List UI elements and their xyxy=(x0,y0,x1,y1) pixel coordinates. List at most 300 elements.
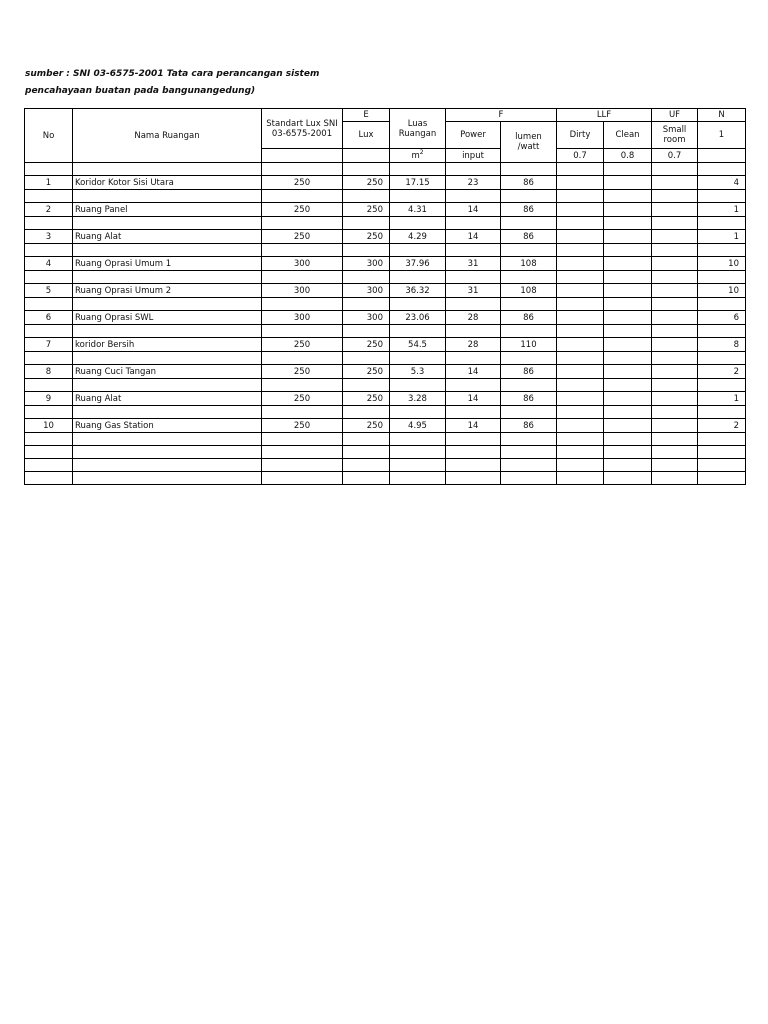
empty-cell xyxy=(604,406,652,419)
cell-luas: 4.31 xyxy=(390,203,446,217)
empty-cell xyxy=(652,459,698,472)
empty-cell xyxy=(446,472,501,485)
empty-cell xyxy=(25,217,73,230)
empty-row xyxy=(25,446,746,459)
empty-cell xyxy=(557,298,604,311)
cell-n: 4 xyxy=(698,176,746,190)
empty-cell xyxy=(343,446,390,459)
table-row xyxy=(25,203,746,217)
cell-dirty xyxy=(557,230,604,244)
cell-lux: 300 xyxy=(343,257,390,271)
empty-cell xyxy=(25,433,73,446)
empty-cell xyxy=(652,298,698,311)
cell-luas: 23.06 xyxy=(390,311,446,325)
cell-nama-ruangan: koridor Bersih xyxy=(73,338,262,352)
empty-cell xyxy=(73,379,262,392)
cell-nama-ruangan: Koridor Kotor Sisi Utara xyxy=(73,176,262,190)
cell-luas: 36.32 xyxy=(390,284,446,298)
cell-nama-ruangan: Ruang Panel xyxy=(73,203,262,217)
empty-cell xyxy=(343,190,390,203)
empty-cell xyxy=(262,325,343,338)
empty-cell xyxy=(698,190,746,203)
cell-power: 14 xyxy=(446,203,501,217)
empty-cell xyxy=(501,217,557,230)
header-lux: Lux xyxy=(343,122,390,149)
header-uf-value: 0.7 xyxy=(652,149,698,163)
empty-cell xyxy=(557,325,604,338)
empty-row xyxy=(25,472,746,485)
empty-cell xyxy=(604,271,652,284)
empty-cell xyxy=(501,433,557,446)
cell-lux: 300 xyxy=(343,311,390,325)
spacer-row xyxy=(25,163,746,176)
empty-cell xyxy=(390,472,446,485)
header-n: N xyxy=(698,109,746,122)
cell-standart-lux: 250 xyxy=(262,419,343,433)
cell-clean xyxy=(604,311,652,325)
empty-cell xyxy=(501,271,557,284)
spacer-row xyxy=(25,298,746,311)
empty-cell xyxy=(262,352,343,365)
empty-cell xyxy=(343,217,390,230)
cell-lumen: 86 xyxy=(501,311,557,325)
table-row xyxy=(25,311,746,325)
cell-lux: 250 xyxy=(343,365,390,379)
cell-luas: 37.96 xyxy=(390,257,446,271)
cell-standart-lux: 250 xyxy=(262,392,343,406)
cell-lux: 250 xyxy=(343,419,390,433)
empty-cell xyxy=(446,325,501,338)
cell-no: 1 xyxy=(25,176,73,190)
cell-uf xyxy=(652,176,698,190)
empty-cell xyxy=(262,379,343,392)
header-power: Power xyxy=(446,122,501,149)
empty-cell xyxy=(343,379,390,392)
empty-cell xyxy=(446,271,501,284)
empty-cell xyxy=(446,379,501,392)
cell-uf xyxy=(652,257,698,271)
cell-lux: 250 xyxy=(343,203,390,217)
spacer-row xyxy=(25,379,746,392)
source-heading xyxy=(25,66,355,100)
empty-row xyxy=(25,433,746,446)
cell-luas: 5.3 xyxy=(390,365,446,379)
empty-cell xyxy=(698,217,746,230)
cell-uf xyxy=(652,392,698,406)
empty-cell xyxy=(446,433,501,446)
empty-cell xyxy=(652,244,698,257)
cell-no: 2 xyxy=(25,203,73,217)
empty-cell xyxy=(698,459,746,472)
empty-cell xyxy=(557,446,604,459)
empty-cell xyxy=(73,163,262,176)
empty-cell xyxy=(501,379,557,392)
header-llf: LLF xyxy=(557,109,652,122)
empty-cell xyxy=(25,446,73,459)
cell-dirty xyxy=(557,392,604,406)
cell-lumen: 108 xyxy=(501,257,557,271)
empty-cell xyxy=(698,163,746,176)
cell-lumen: 86 xyxy=(501,176,557,190)
cell-nama-ruangan: Ruang Oprasi SWL xyxy=(73,311,262,325)
cell-n: 1 xyxy=(698,392,746,406)
cell-power: 14 xyxy=(446,230,501,244)
cell-lumen: 110 xyxy=(501,338,557,352)
empty-cell xyxy=(262,459,343,472)
empty-cell xyxy=(73,244,262,257)
empty-cell xyxy=(604,244,652,257)
empty-cell xyxy=(501,163,557,176)
empty-cell xyxy=(698,379,746,392)
empty-cell xyxy=(446,163,501,176)
empty-cell xyxy=(343,433,390,446)
empty-cell xyxy=(343,271,390,284)
header-e: E xyxy=(343,109,390,122)
empty-cell xyxy=(25,271,73,284)
empty-cell xyxy=(25,379,73,392)
empty-cell xyxy=(262,472,343,485)
header-f: F xyxy=(446,109,557,122)
empty-cell xyxy=(73,352,262,365)
cell-no: 10 xyxy=(25,419,73,433)
cell-power: 23 xyxy=(446,176,501,190)
empty-row xyxy=(25,459,746,472)
header-lumen-watt: lumen /watt xyxy=(501,122,557,163)
cell-dirty xyxy=(557,365,604,379)
cell-lumen: 86 xyxy=(501,203,557,217)
empty-cell xyxy=(604,298,652,311)
empty-cell xyxy=(390,446,446,459)
empty-cell xyxy=(604,459,652,472)
empty-cell xyxy=(25,190,73,203)
cell-lumen: 86 xyxy=(501,392,557,406)
cell-clean xyxy=(604,419,652,433)
header-nama-ruangan: Nama Ruangan xyxy=(73,109,262,163)
empty-cell xyxy=(390,163,446,176)
empty-cell xyxy=(262,163,343,176)
empty-cell xyxy=(446,298,501,311)
empty-cell xyxy=(501,190,557,203)
cell-lumen: 108 xyxy=(501,284,557,298)
empty-cell xyxy=(652,472,698,485)
empty-cell xyxy=(557,459,604,472)
cell-clean xyxy=(604,230,652,244)
cell-uf xyxy=(652,230,698,244)
empty-cell xyxy=(390,298,446,311)
cell-n: 2 xyxy=(698,365,746,379)
cell-power: 31 xyxy=(446,257,501,271)
empty-cell xyxy=(343,244,390,257)
empty-cell xyxy=(73,217,262,230)
empty-cell xyxy=(25,352,73,365)
empty-cell xyxy=(501,406,557,419)
empty-cell xyxy=(262,406,343,419)
empty-cell xyxy=(557,163,604,176)
table-row xyxy=(25,338,746,352)
source-heading-line2: pencahayaan buatan pada bangunangedung) xyxy=(25,86,256,96)
spacer-row xyxy=(25,352,746,365)
empty-cell xyxy=(557,244,604,257)
spacer-row xyxy=(25,271,746,284)
empty-cell xyxy=(73,190,262,203)
empty-cell xyxy=(501,352,557,365)
cell-dirty xyxy=(557,311,604,325)
cell-nama-ruangan: Ruang Alat xyxy=(73,392,262,406)
empty-cell xyxy=(446,446,501,459)
cell-lux: 300 xyxy=(343,284,390,298)
table-row xyxy=(25,392,746,406)
cell-n: 8 xyxy=(698,338,746,352)
cell-n: 6 xyxy=(698,311,746,325)
table-row xyxy=(25,230,746,244)
empty-cell xyxy=(446,406,501,419)
lighting-calculation-table xyxy=(24,108,746,485)
empty-cell xyxy=(73,472,262,485)
header-no: No xyxy=(25,109,73,163)
cell-uf xyxy=(652,419,698,433)
cell-no: 6 xyxy=(25,311,73,325)
cell-uf xyxy=(652,311,698,325)
empty-cell xyxy=(604,379,652,392)
empty-cell xyxy=(262,271,343,284)
header-n-unit-blank xyxy=(698,149,746,163)
empty-cell xyxy=(343,298,390,311)
cell-standart-lux: 250 xyxy=(262,230,343,244)
empty-cell xyxy=(604,472,652,485)
empty-cell xyxy=(262,433,343,446)
empty-cell xyxy=(698,325,746,338)
empty-cell xyxy=(557,472,604,485)
header-clean: Clean xyxy=(604,122,652,149)
cell-no: 3 xyxy=(25,230,73,244)
cell-standart-lux: 250 xyxy=(262,365,343,379)
cell-clean xyxy=(604,392,652,406)
empty-cell xyxy=(698,406,746,419)
cell-power: 14 xyxy=(446,392,501,406)
empty-cell xyxy=(390,406,446,419)
header-lux-unit-blank xyxy=(343,149,390,163)
empty-cell xyxy=(557,433,604,446)
empty-cell xyxy=(390,325,446,338)
cell-lumen: 86 xyxy=(501,230,557,244)
empty-cell xyxy=(73,459,262,472)
empty-cell xyxy=(557,352,604,365)
cell-nama-ruangan: Ruang Oprasi Umum 2 xyxy=(73,284,262,298)
cell-luas: 4.29 xyxy=(390,230,446,244)
cell-n: 1 xyxy=(698,203,746,217)
empty-cell xyxy=(698,472,746,485)
cell-lumen: 86 xyxy=(501,419,557,433)
empty-cell xyxy=(390,244,446,257)
empty-cell xyxy=(25,163,73,176)
cell-lux: 250 xyxy=(343,230,390,244)
cell-standart-lux: 300 xyxy=(262,311,343,325)
cell-clean xyxy=(604,365,652,379)
cell-no: 9 xyxy=(25,392,73,406)
empty-cell xyxy=(557,406,604,419)
cell-no: 5 xyxy=(25,284,73,298)
cell-power: 14 xyxy=(446,419,501,433)
empty-cell xyxy=(73,298,262,311)
cell-standart-lux: 300 xyxy=(262,284,343,298)
empty-cell xyxy=(604,352,652,365)
empty-cell xyxy=(446,190,501,203)
empty-cell xyxy=(501,446,557,459)
header-dirty-value: 0.7 xyxy=(557,149,604,163)
spacer-row xyxy=(25,217,746,230)
empty-cell xyxy=(343,325,390,338)
empty-cell xyxy=(652,163,698,176)
cell-n: 10 xyxy=(698,284,746,298)
empty-cell xyxy=(73,271,262,284)
cell-no: 4 xyxy=(25,257,73,271)
empty-cell xyxy=(390,433,446,446)
source-heading-line1: sumber : SNI 03-6575-2001 Tata cara perancangan sistem xyxy=(25,69,320,79)
cell-standart-lux: 250 xyxy=(262,176,343,190)
cell-standart-lux: 300 xyxy=(262,257,343,271)
cell-power: 28 xyxy=(446,311,501,325)
empty-cell xyxy=(390,459,446,472)
empty-cell xyxy=(25,244,73,257)
empty-cell xyxy=(73,433,262,446)
cell-no: 7 xyxy=(25,338,73,352)
header-power-unit: input xyxy=(446,149,501,163)
table-row xyxy=(25,284,746,298)
empty-cell xyxy=(698,298,746,311)
cell-nama-ruangan: Ruang Gas Station xyxy=(73,419,262,433)
cell-dirty xyxy=(557,419,604,433)
empty-cell xyxy=(73,446,262,459)
header-units-blank xyxy=(262,149,343,163)
empty-cell xyxy=(25,459,73,472)
cell-n: 1 xyxy=(698,230,746,244)
empty-cell xyxy=(446,244,501,257)
luas-unit-exponent: 2 xyxy=(419,148,424,156)
cell-nama-ruangan: Ruang Alat xyxy=(73,230,262,244)
cell-power: 28 xyxy=(446,338,501,352)
cell-uf xyxy=(652,338,698,352)
empty-cell xyxy=(390,271,446,284)
empty-cell xyxy=(446,217,501,230)
spacer-row xyxy=(25,190,746,203)
cell-power: 31 xyxy=(446,284,501,298)
cell-lux: 250 xyxy=(343,392,390,406)
empty-cell xyxy=(557,379,604,392)
cell-standart-lux: 250 xyxy=(262,203,343,217)
cell-clean xyxy=(604,176,652,190)
empty-cell xyxy=(262,244,343,257)
header-clean-value: 0.8 xyxy=(604,149,652,163)
cell-standart-lux: 250 xyxy=(262,338,343,352)
empty-cell xyxy=(446,459,501,472)
cell-nama-ruangan: Ruang Cuci Tangan xyxy=(73,365,262,379)
header-standart-lux: Standart Lux SNI 03-6575-2001 xyxy=(262,109,343,149)
empty-cell xyxy=(390,190,446,203)
empty-cell xyxy=(698,244,746,257)
table-row xyxy=(25,365,746,379)
header-n-sub: 1 xyxy=(698,122,746,149)
header-luas-unit xyxy=(390,149,446,163)
empty-cell xyxy=(25,406,73,419)
empty-cell xyxy=(604,433,652,446)
empty-cell xyxy=(25,325,73,338)
empty-cell xyxy=(501,298,557,311)
empty-cell xyxy=(262,217,343,230)
empty-cell xyxy=(652,446,698,459)
cell-lumen: 86 xyxy=(501,365,557,379)
cell-luas: 3.28 xyxy=(390,392,446,406)
cell-power: 14 xyxy=(446,365,501,379)
empty-cell xyxy=(652,190,698,203)
empty-cell xyxy=(652,406,698,419)
header-row-top xyxy=(25,109,746,122)
cell-uf xyxy=(652,203,698,217)
empty-cell xyxy=(652,325,698,338)
empty-cell xyxy=(698,352,746,365)
empty-cell xyxy=(25,298,73,311)
empty-cell xyxy=(73,325,262,338)
cell-uf xyxy=(652,365,698,379)
luas-unit-text: m xyxy=(411,150,420,161)
cell-uf xyxy=(652,284,698,298)
cell-dirty xyxy=(557,338,604,352)
empty-cell xyxy=(604,446,652,459)
empty-cell xyxy=(604,217,652,230)
empty-cell xyxy=(652,379,698,392)
header-uf: UF xyxy=(652,109,698,122)
empty-cell xyxy=(446,352,501,365)
empty-cell xyxy=(343,352,390,365)
empty-cell xyxy=(652,352,698,365)
cell-luas: 4.95 xyxy=(390,419,446,433)
cell-dirty xyxy=(557,257,604,271)
cell-clean xyxy=(604,338,652,352)
table-row xyxy=(25,419,746,433)
cell-clean xyxy=(604,257,652,271)
empty-cell xyxy=(652,271,698,284)
empty-cell xyxy=(557,271,604,284)
empty-cell xyxy=(390,217,446,230)
header-small-room: Small room xyxy=(652,122,698,149)
empty-cell xyxy=(698,446,746,459)
cell-lux: 250 xyxy=(343,338,390,352)
cell-luas: 17.15 xyxy=(390,176,446,190)
cell-clean xyxy=(604,203,652,217)
spacer-row xyxy=(25,244,746,257)
cell-n: 10 xyxy=(698,257,746,271)
empty-cell xyxy=(501,325,557,338)
empty-cell xyxy=(390,352,446,365)
cell-lux: 250 xyxy=(343,176,390,190)
empty-cell xyxy=(557,190,604,203)
empty-cell xyxy=(343,472,390,485)
spacer-row xyxy=(25,406,746,419)
empty-cell xyxy=(25,472,73,485)
cell-n: 2 xyxy=(698,419,746,433)
empty-cell xyxy=(343,163,390,176)
empty-cell xyxy=(262,298,343,311)
empty-cell xyxy=(557,217,604,230)
empty-cell xyxy=(262,446,343,459)
header-luas-ruangan: Luas Ruangan xyxy=(390,109,446,149)
empty-cell xyxy=(343,459,390,472)
empty-cell xyxy=(390,379,446,392)
empty-cell xyxy=(604,325,652,338)
empty-cell xyxy=(262,190,343,203)
empty-cell xyxy=(698,433,746,446)
empty-cell xyxy=(501,459,557,472)
empty-cell xyxy=(652,433,698,446)
